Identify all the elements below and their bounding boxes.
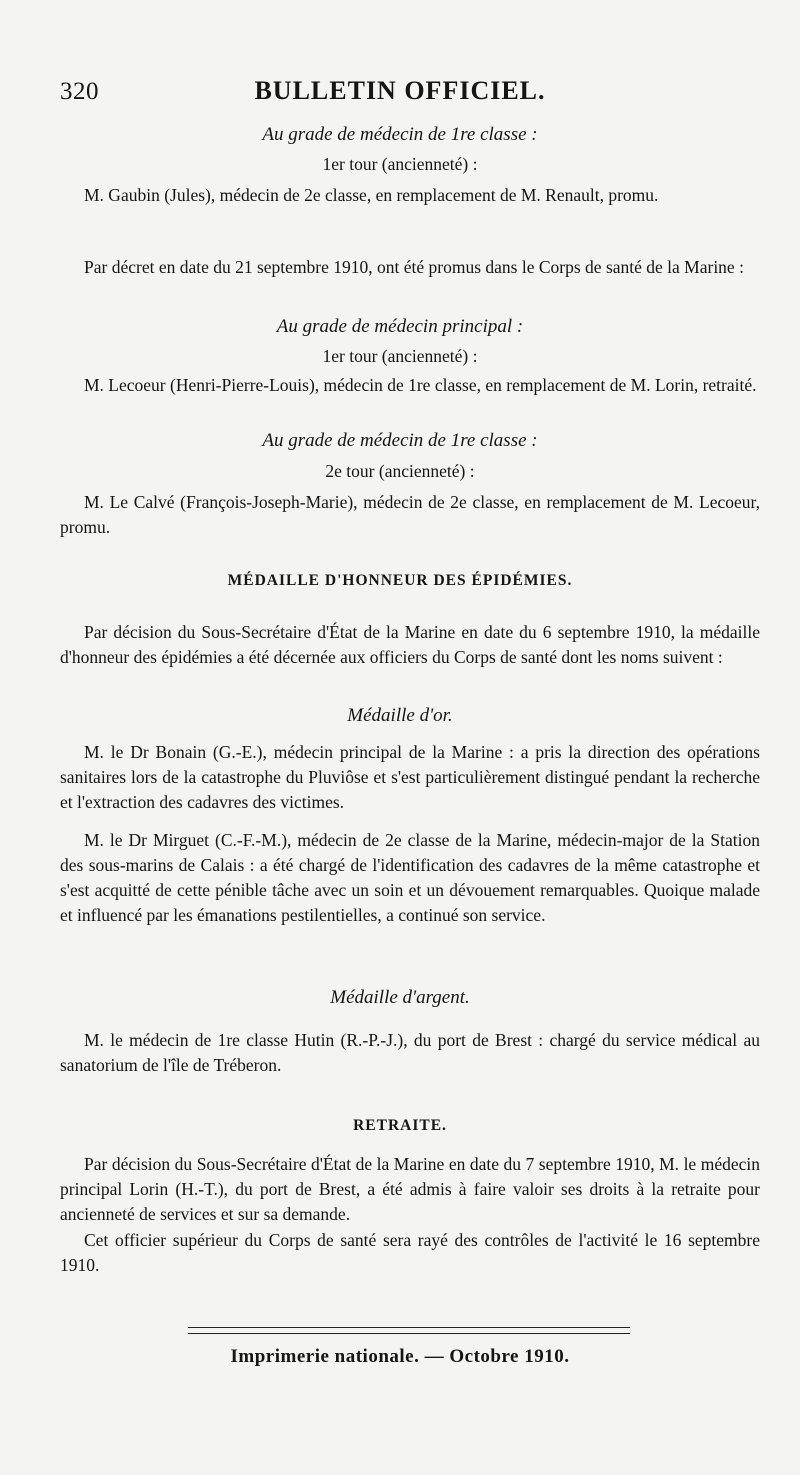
gold-medal-text-1: M. le Dr Bonain (G.-E.), médecin principal de la Marine : a pris la direction des opérations sanitaires lors de la catastrophe du Pluviôse et s'est particulièrement distingué pendant la recherche et l'extraction des cadavres des victimes.	[60, 742, 760, 812]
decree-paragraph	[60, 255, 760, 280]
grade-heading-3: Au grade de médecin de 1re classe :	[262, 430, 538, 451]
tour-subheading-2: 1er tour (ancienneté) :	[322, 346, 478, 366]
running-title: BULLETIN OFFICIEL.	[254, 76, 546, 105]
retirement-section-title: RETRAITE.	[353, 1117, 447, 1134]
retirement-paragraph-1	[60, 1152, 760, 1227]
medal-intro-paragraph	[60, 620, 760, 670]
medal-section-title: MÉDAILLE D'HONNEUR DES ÉPIDÉMIES.	[227, 572, 573, 589]
grade-heading-2: Au grade de médecin principal :	[276, 316, 524, 337]
appointment-paragraph-2	[60, 373, 760, 398]
tour-subheading-3: 2e tour (ancienneté) :	[325, 461, 475, 481]
appointment-text-1: M. Gaubin (Jules), médecin de 2e classe, en remplacement de M. Renault, promu.	[84, 185, 659, 205]
appointment-paragraph-1	[60, 183, 760, 208]
silver-medal-text: M. le médecin de 1re classe Hutin (R.-P.-J.), du port de Brest : chargé du service médical au sanatorium de l'île de Tréberon.	[60, 1030, 760, 1075]
page-header	[0, 72, 800, 112]
decree-text: Par décret en date du 21 septembre 1910, ont été promus dans le Corps de santé de la Marine :	[84, 257, 744, 277]
medal-intro-text: Par décision du Sous-Secrétaire d'État de la Marine en date du 6 septembre 1910, la médaille d'honneur des épidémies a été décernée aux officiers du Corps de santé dont les noms suivent :	[60, 622, 760, 667]
appointment-paragraph-3	[60, 490, 760, 540]
appointment-text-3: M. Le Calvé (François-Joseph-Marie), médecin de 2e classe, en remplacement de M. Lecoeur, promu.	[60, 492, 760, 537]
tour-subheading-1: 1er tour (ancienneté) :	[322, 154, 478, 174]
grade-heading-1: Au grade de médecin de 1re classe :	[262, 124, 538, 145]
gold-medal-heading: Médaille d'or.	[347, 705, 453, 726]
footer-rule-bottom	[188, 1333, 630, 1334]
page-number: 320	[60, 78, 99, 105]
printer-footer: Imprimerie nationale. — Octobre 1910.	[230, 1346, 570, 1367]
gold-medal-text-2: M. le Dr Mirguet (C.-F.-M.), médecin de 2e classe de la Marine, médecin-major de la Station des sous-marins de Calais : a été chargé de l'identification des cadavres de la même catastrophe et s'est acquitté de cette pénible tâche avec un soin et un dévouement remarquables. Quoique malade et influencé par les émanations pestilentielles, a continué son service.	[60, 830, 760, 925]
retirement-paragraph-2	[60, 1228, 760, 1278]
silver-medal-paragraph	[60, 1028, 760, 1078]
retirement-text-1: Par décision du Sous-Secrétaire d'État de la Marine en date du 7 septembre 1910, M. le médecin principal Lorin (H.-T.), du port de Brest, a été admis à faire valoir ses droits à la retraite pour ancienneté de services et sur sa demande.	[60, 1154, 760, 1224]
footer-rule-top	[188, 1327, 630, 1328]
silver-medal-heading: Médaille d'argent.	[330, 987, 470, 1008]
gold-medal-paragraph-1	[60, 740, 760, 815]
appointment-text-2: M. Lecoeur (Henri-Pierre-Louis), médecin de 1re classe, en remplacement de M. Lorin, retraité.	[84, 375, 757, 395]
retirement-text-2: Cet officier supérieur du Corps de santé sera rayé des contrôles de l'activité le 16 septembre 1910.	[60, 1230, 760, 1275]
gold-medal-paragraph-2	[60, 828, 760, 928]
